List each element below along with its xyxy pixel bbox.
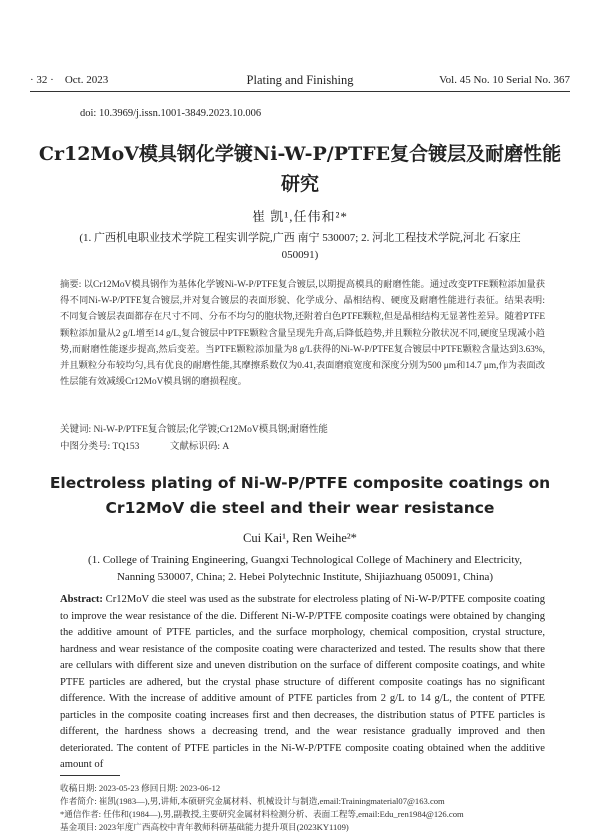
running-header [30,70,570,90]
english-authors: Cui Kai¹, Ren Weihe²* [243,531,357,545]
issue-date: Oct. 2023 [64,74,109,86]
clc-number: 中图分类号: TQ153 [60,442,140,452]
author-bio-1: 作者简介: 崔凯(1983—),男,讲师,本硕研究金属材料、机械设计与制造,email:Trainingmaterial07@163.com [60,796,445,806]
fund-info: 基金项目: 2023年度广西高校中青年教师科研基础能力提升项目(2023KY1109) [60,822,349,832]
english-abstract [60,592,545,774]
footnote-rule [60,775,120,776]
header-rule [30,91,570,92]
chinese-affiliation: (1. 广西机电职业技术学院工程实训学院,广西 南宁 530007; 2. 河北工程技术学院,河北 石家庄 050091) [79,232,521,261]
journal-name: Plating and Finishing [246,73,354,87]
doi: doi: 10.3969/j.issn.1001-3849.2023.10.006 [80,108,262,119]
chinese-keywords: 关键词: Ni-W-P/PTFE复合镀层;化学镀;Cr12MoV模具钢;耐磨性能 [60,425,328,435]
english-title: Electroless plating of Ni-W-P/PTFE composite coatings on Cr12MoV die steel and their wear resistance [49,474,551,517]
abstract-text: Cr12MoV die steel was used as the substrate for electroless plating of Ni-W-P/PTFE composite coating to improve the wear resistance of the die. Different Ni-W-P/PTFE composite coatings were obtained by changing the additive amount of PTFE particles, and the surface morphology, chemical composition, crystal structure, hardness and wear resistance of the composite coating were characterized and tested. The results show that there are cellulars with different size and uneven distribution on the surface of different composite coatings, and white PTFE particles are adhered, but the crystal phase structure of different composite coatings has no significant difference. With the increase of additive amount of PTFE particles from 2 g/L to 14 g/L, the content of PTFE particles in the composite coating increases first and then decreases, the distribution status of PTFE particles is different, the hardness shows a decreasing trend, and the wear resistance gradually improved and then deteriorated. The content of PTFE particles in the Ni-W-P/PTFE composite coating obtained when the additive amount of [60,594,545,770]
page-number: · 32 · [30,74,54,86]
chinese-authors: 崔 凯¹,任伟和²* [252,209,348,224]
classification [60,438,257,452]
chinese-title: Cr12MoV模具钢化学镀Ni-W-P/PTFE复合镀层及耐磨性能研究 [38,143,562,195]
document-code: 文献标识码: A [169,442,230,452]
abstract-label: Abstract: [60,594,103,605]
volume-info: Vol. 45 No. 10 Serial No. 367 [439,74,570,86]
author-bio-2: *通信作者: 任伟和(1984—),男,副教授,主要研究金属材料检测分析、表面工程等,email:Edu_ren1984@126.com [60,809,464,819]
chinese-abstract: 摘要: 以Cr12MoV模具钢作为基体化学镀Ni-W-P/PTFE复合镀层,以期提高模具的耐磨性能。通过改变PTFE颗粒添加量获得不同Ni-W-P/PTFE复合镀层,并对复合镀层的表面形貌、化学成分、晶相结构、硬度及耐磨性能进行表征。结果表明:不同复合镀层表面都存在尺寸不同、分布不均匀的胞状物,还附着白色PTFE颗粒,但是晶相结构无显著性差异。随着PTFE颗粒添加量从2 g/L增至14 g/L,复合镀层中PTFE颗粒含量呈现先升高,后降低趋势,并且颗粒分散状况不同,硬度呈现减小趋势,而耐磨性能逐步提高,然后变差。当PTFE颗粒添加量为8 g/L获得的Ni-W-P/PTFE复合镀层中PTFE颗粒含量达到3.63%,并且颗粒分布较均匀,具有优良的耐磨性能,其摩擦系数仅为0.41,表面磨痕宽度和深度分别为500 μm和14.7 μm,作为表面改性层能有效减缓Cr12MoV模具钢的磨损程度。 [60,280,545,388]
english-affiliation: (1. College of Training Engineering, Guangxi Technological College of Machinery and Electricity, Nanning 530007, China; 2. Hebei Polytechnic Institute, Shijiazhuang 050091, China) [88,554,522,583]
received-dates: 收稿日期: 2023-05-23 修回日期: 2023-06-12 [60,783,221,793]
